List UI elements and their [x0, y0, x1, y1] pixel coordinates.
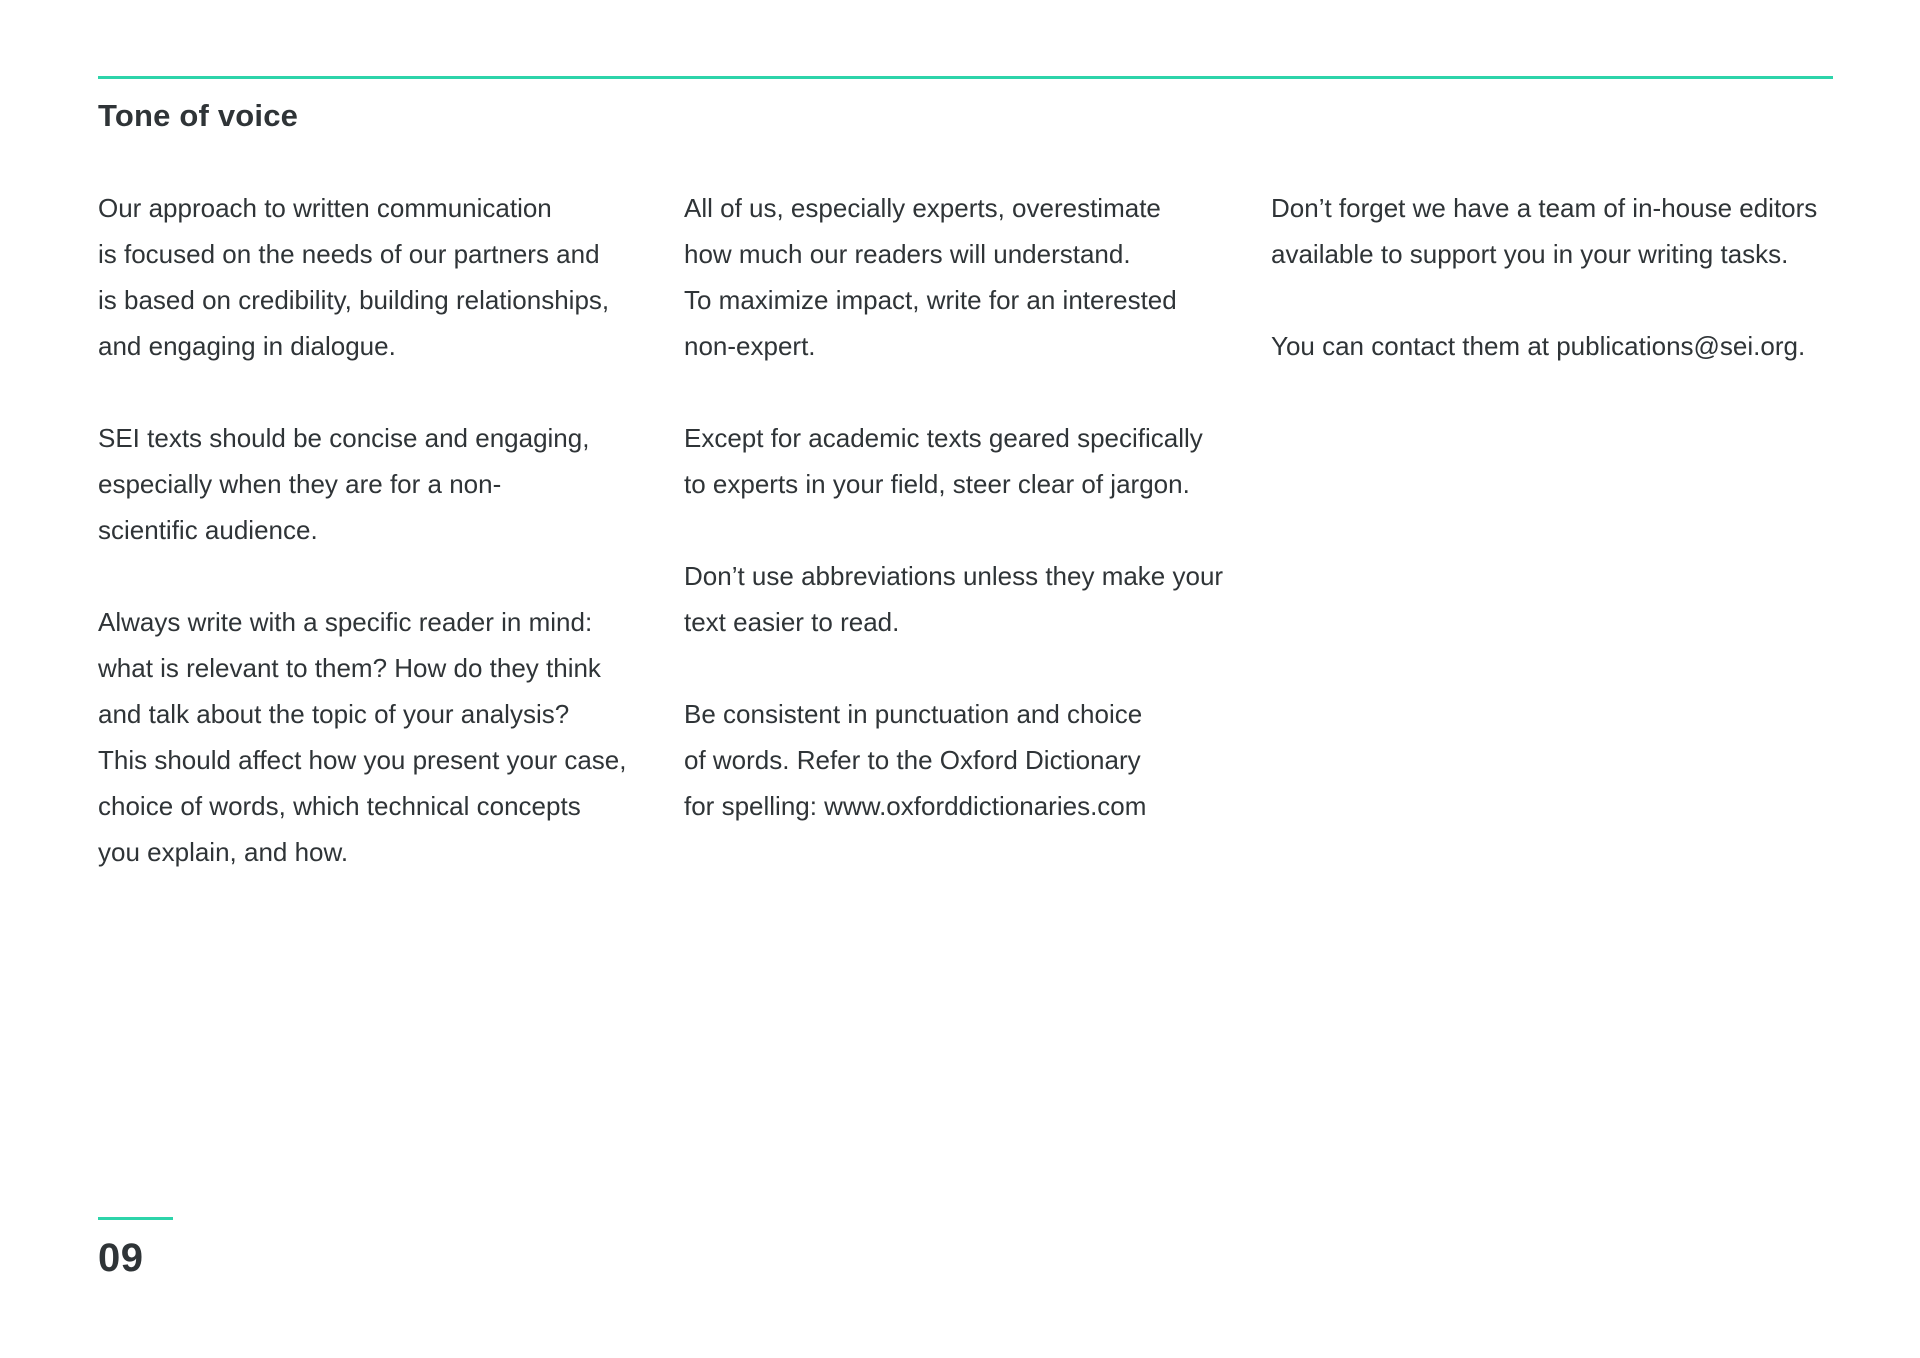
text-line: is focused on the needs of our partners and	[98, 239, 600, 269]
page-title: Tone of voice	[98, 98, 299, 133]
text-line: for spelling: www.oxforddictionaries.com	[684, 791, 1147, 821]
text-line: SEI texts should be concise and engaging,	[98, 423, 590, 453]
paragraph	[1271, 323, 1871, 369]
text-line: especially when they are for a non-	[98, 469, 502, 499]
text-line: Don’t use abbreviations unless they make your	[684, 561, 1224, 591]
text-line: non-expert.	[684, 331, 816, 361]
text-line: Don’t forget we have a team of in-house editors	[1271, 193, 1818, 223]
text-line: You can contact them at publications@sei.org.	[1271, 331, 1806, 361]
top-divider	[98, 76, 1833, 79]
text-line: choice of words, which technical concepts	[98, 791, 581, 821]
text-column-1	[98, 185, 658, 921]
text-line: To maximize impact, write for an interested	[684, 285, 1177, 315]
footer-divider	[98, 1217, 173, 1220]
text-line: Our approach to written communication	[98, 193, 552, 223]
text-line: what is relevant to them? How do they think	[98, 653, 601, 683]
paragraph	[98, 599, 658, 875]
text-line: available to support you in your writing tasks.	[1271, 239, 1789, 269]
text-line: All of us, especially experts, overestimate	[684, 193, 1161, 223]
text-line: scientific audience.	[98, 515, 318, 545]
text-line: and talk about the topic of your analysis?	[98, 699, 570, 729]
paragraph	[98, 185, 658, 369]
paragraph	[1271, 185, 1871, 277]
text-line: to experts in your field, steer clear of jargon.	[684, 469, 1190, 499]
paragraph	[684, 553, 1244, 645]
paragraph	[684, 185, 1244, 369]
text-line: Except for academic texts geared specifically	[684, 423, 1203, 453]
text-line: text easier to read.	[684, 607, 900, 637]
text-line: Be consistent in punctuation and choice	[684, 699, 1143, 729]
text-column-2	[684, 185, 1244, 875]
text-line: This should affect how you present your case,	[98, 745, 627, 775]
text-line: Always write with a specific reader in mind:	[98, 607, 593, 637]
text-column-3	[1271, 185, 1871, 415]
page-number: 09	[98, 1236, 144, 1280]
paragraph	[684, 691, 1244, 829]
text-line: of words. Refer to the Oxford Dictionary	[684, 745, 1141, 775]
text-line: and engaging in dialogue.	[98, 331, 396, 361]
text-line: how much our readers will understand.	[684, 239, 1131, 269]
paragraph	[98, 415, 658, 553]
paragraph	[684, 415, 1244, 507]
text-line: you explain, and how.	[98, 837, 349, 867]
text-line: is based on credibility, building relationships,	[98, 285, 610, 315]
